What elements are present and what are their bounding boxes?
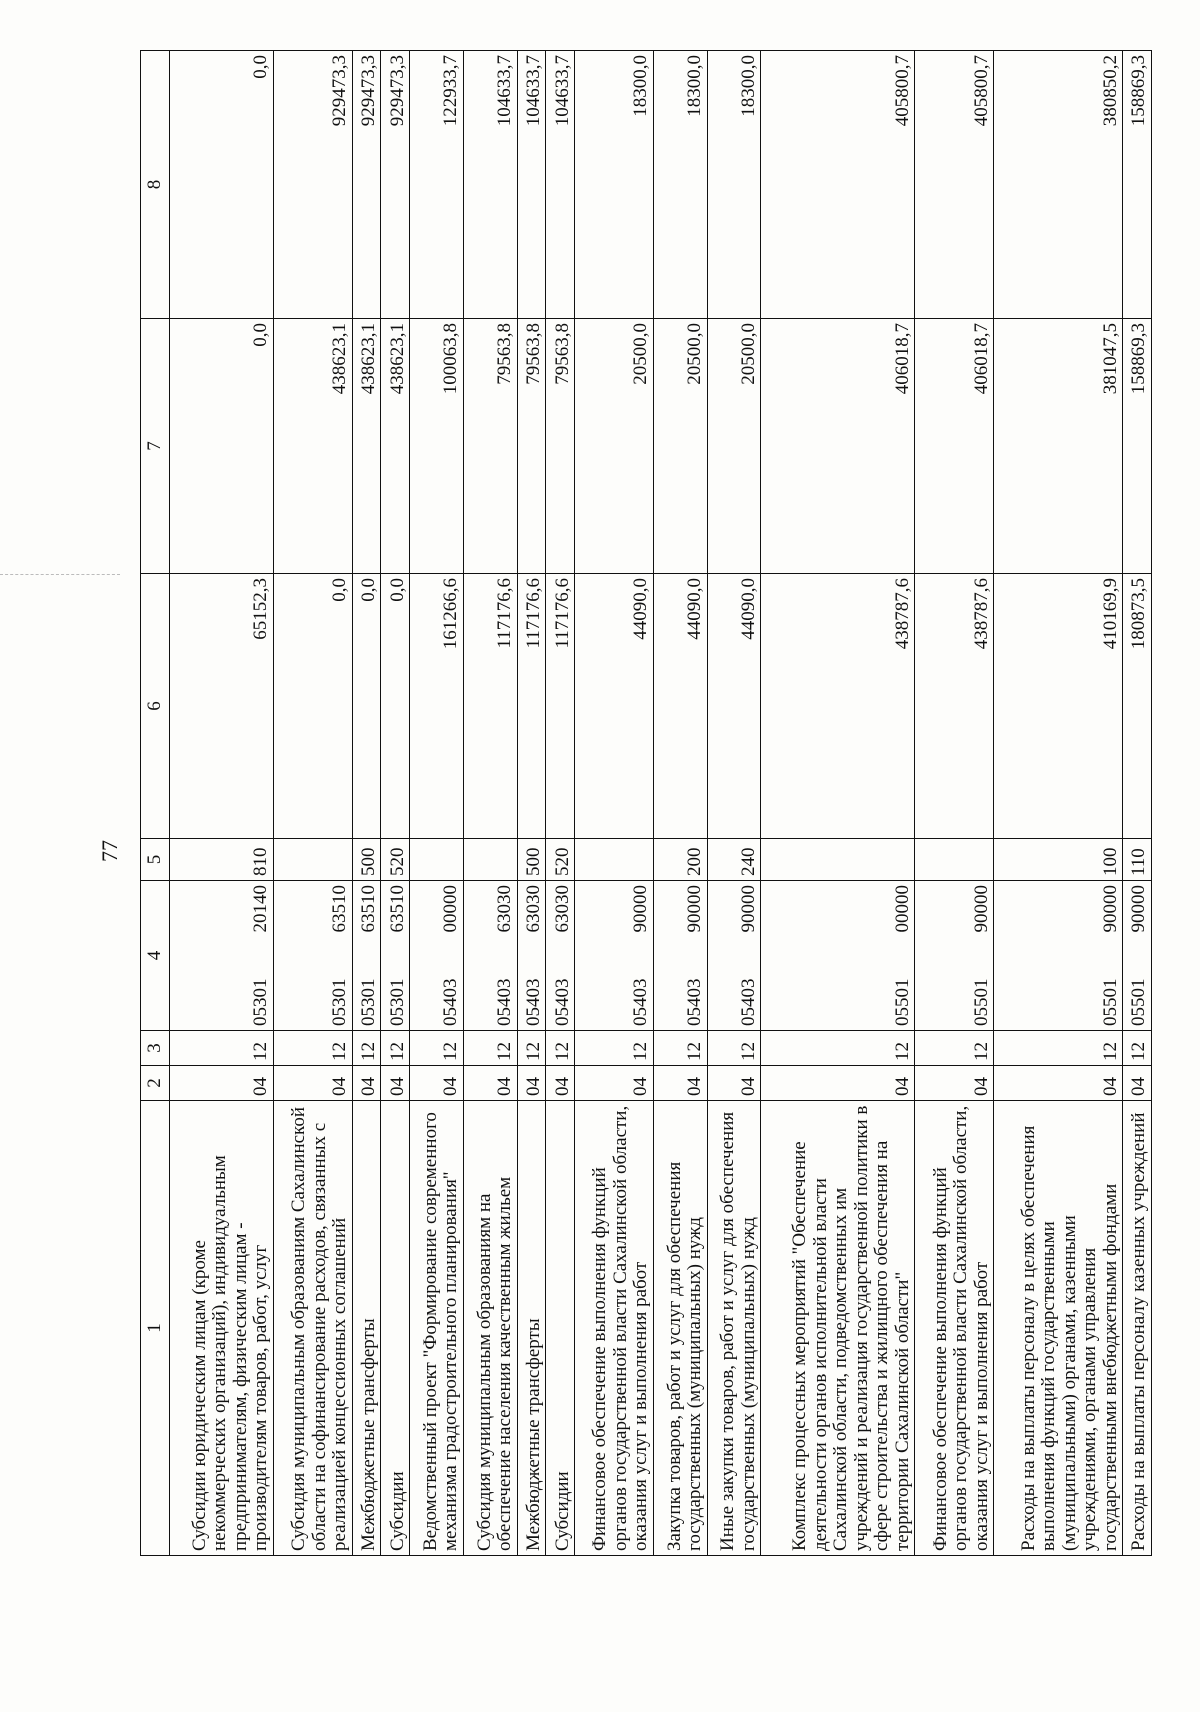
target-article-cell — [352, 881, 381, 1031]
subsection-code-cell: 12 — [707, 1031, 761, 1066]
program-code: 05403 — [630, 978, 652, 1026]
table-row — [707, 51, 761, 1556]
expense-type-cell — [915, 839, 994, 881]
table-row — [1123, 51, 1152, 1556]
amount-col-8-cell: 380850,2 — [994, 51, 1123, 319]
section-code-cell: 04 — [1123, 1066, 1152, 1101]
table-row — [410, 51, 464, 1556]
amount-col-7-cell: 79563,8 — [463, 319, 517, 574]
target-article-cell — [463, 881, 517, 1031]
subsection-code-cell: 12 — [273, 1031, 352, 1066]
amount-col-7-cell: 20500,0 — [707, 319, 761, 574]
program-code: 05301 — [357, 978, 379, 1026]
table-row — [352, 51, 381, 1556]
target-article-cell — [761, 881, 915, 1031]
expense-type-cell: 520 — [546, 839, 575, 881]
subsection-code-cell: 12 — [352, 1031, 381, 1066]
expense-type-cell: 500 — [517, 839, 546, 881]
expense-type-cell: 810 — [170, 839, 274, 881]
amount-col-8-cell: 929473,3 — [352, 51, 381, 319]
program-code: 05403 — [684, 978, 706, 1026]
program-code: 05501 — [1099, 978, 1121, 1026]
row-name-cell: Субсидии — [381, 1101, 410, 1556]
amount-col-6-cell: 438787,6 — [915, 574, 994, 839]
section-code-cell: 04 — [410, 1066, 464, 1101]
section-code-cell: 04 — [761, 1066, 915, 1101]
direction-code: 00000 — [440, 885, 462, 933]
target-article-code — [1101, 885, 1122, 1026]
amount-col-8-cell: 158869,3 — [1123, 51, 1152, 319]
table-row — [653, 51, 707, 1556]
amount-col-8-cell: 18300,0 — [653, 51, 707, 319]
target-article-cell — [915, 881, 994, 1031]
amount-col-8-cell: 18300,0 — [707, 51, 761, 319]
table-row — [381, 51, 410, 1556]
table-row — [575, 51, 654, 1556]
section-code-cell: 04 — [463, 1066, 517, 1101]
expense-type-cell: 500 — [352, 839, 381, 881]
table-row — [463, 51, 517, 1556]
program-code: 05301 — [250, 978, 272, 1026]
section-code-cell: 04 — [352, 1066, 381, 1101]
program-code: 05403 — [494, 978, 516, 1026]
header-row — [141, 51, 170, 1556]
section-code-cell: 04 — [381, 1066, 410, 1101]
subsection-code-cell: 12 — [1123, 1031, 1152, 1066]
amount-col-8-cell: 929473,3 — [381, 51, 410, 319]
table-row — [273, 51, 352, 1556]
header-col-1: 1 — [141, 1101, 170, 1556]
rotated-page — [140, 51, 1152, 1556]
subsection-code-cell: 12 — [517, 1031, 546, 1066]
program-code: 05501 — [891, 978, 913, 1026]
section-code-cell: 04 — [273, 1066, 352, 1101]
row-name-cell: Ведомственный проект "Формирование современного механизма градостроительного планирования" — [410, 1101, 464, 1556]
subsection-code-cell: 12 — [170, 1031, 274, 1066]
section-code-cell: 04 — [517, 1066, 546, 1101]
amount-col-7-cell: 438623,1 — [381, 319, 410, 574]
target-article-cell — [410, 881, 464, 1031]
row-name-cell: Межбюджетные трансферты — [352, 1101, 381, 1556]
row-name-cell: Комплекс процессных мероприятий "Обеспечение деятельности органов исполнительной власти Сахалинской области, подведомственных им учреждений и реализация государственной политики в сфере строительства и жилищного обеспечения на территории Сахалинской области" — [761, 1101, 915, 1556]
row-name-cell: Иные закупки товаров, работ и услуг для обеспечения государственных (муниципальных) нужд — [707, 1101, 761, 1556]
amount-col-6-cell: 180873,5 — [1123, 574, 1152, 839]
amount-col-7-cell: 438623,1 — [352, 319, 381, 574]
amount-col-6-cell: 438787,6 — [761, 574, 915, 839]
direction-code: 63510 — [329, 885, 351, 933]
program-code: 05403 — [737, 978, 759, 1026]
target-article-cell — [170, 881, 274, 1031]
amount-col-7-cell: 438623,1 — [273, 319, 352, 574]
subsection-code-cell: 12 — [546, 1031, 575, 1066]
amount-col-7-cell: 100063,8 — [410, 319, 464, 574]
header-col-5: 5 — [141, 839, 170, 881]
row-name-cell: Субсидии юридическим лицам (кроме некоммерческих организаций), индивидуальным предпринимателям, физическим лицам - производителям товаров, работ, услуг — [170, 1101, 274, 1556]
section-code-cell: 04 — [170, 1066, 274, 1101]
subsection-code-cell: 12 — [915, 1031, 994, 1066]
direction-code: 00000 — [891, 885, 913, 933]
amount-col-8-cell: 104633,7 — [546, 51, 575, 319]
subsection-code-cell: 12 — [994, 1031, 1123, 1066]
program-code: 05403 — [551, 978, 573, 1026]
direction-code: 90000 — [737, 885, 759, 933]
subsection-code-cell: 12 — [653, 1031, 707, 1066]
target-article-code — [388, 885, 409, 1026]
row-name-cell: Закупка товаров, работ и услуг для обеспечения государственных (муниципальных) нужд — [653, 1101, 707, 1556]
section-code-cell: 04 — [575, 1066, 654, 1101]
section-code-cell: 04 — [915, 1066, 994, 1101]
direction-code: 90000 — [684, 885, 706, 933]
subsection-code-cell: 12 — [463, 1031, 517, 1066]
amount-col-6-cell: 0,0 — [352, 574, 381, 839]
target-article-code — [495, 885, 516, 1026]
target-article-code — [524, 885, 545, 1026]
amount-col-7-cell: 158869,3 — [1123, 319, 1152, 574]
program-code: 05403 — [440, 978, 462, 1026]
budget-table-container — [140, 51, 1152, 1556]
amount-col-8-cell: 104633,7 — [463, 51, 517, 319]
amount-col-7-cell: 406018,7 — [761, 319, 915, 574]
amount-col-6-cell: 117176,6 — [517, 574, 546, 839]
table-body — [170, 51, 1152, 1556]
expense-type-cell — [273, 839, 352, 881]
table-row — [994, 51, 1123, 1556]
expense-type-cell — [761, 839, 915, 881]
target-article-cell — [381, 881, 410, 1031]
direction-code: 63030 — [522, 885, 544, 933]
amount-col-7-cell: 79563,8 — [517, 319, 546, 574]
header-col-4: 4 — [141, 881, 170, 1031]
amount-col-7-cell: 79563,8 — [546, 319, 575, 574]
direction-code: 63510 — [357, 885, 379, 933]
row-name-cell: Субсидия муниципальным образованиям Сахалинской области на софинансирование расходов, связанных с реализацией концессионных соглашений — [273, 1101, 352, 1556]
row-name-cell: Субсидия муниципальным образованиям на обеспечение населения качественным жильем — [463, 1101, 517, 1556]
budget-table — [140, 50, 1152, 1556]
amount-col-8-cell: 122933,7 — [410, 51, 464, 319]
target-article-cell — [546, 881, 575, 1031]
target-article-cell — [1123, 881, 1152, 1031]
expense-type-cell: 240 — [707, 839, 761, 881]
table-row — [170, 51, 274, 1556]
amount-col-6-cell: 44090,0 — [707, 574, 761, 839]
direction-code: 90000 — [1099, 885, 1121, 933]
direction-code: 63030 — [494, 885, 516, 933]
target-article-code — [330, 885, 351, 1026]
target-article-code — [685, 885, 706, 1026]
row-name-cell: Финансовое обеспечение выполнения функций органов государственной власти Сахалинской области, оказания услуг и выполнения работ — [915, 1101, 994, 1556]
target-article-cell — [273, 881, 352, 1031]
amount-col-8-cell: 929473,3 — [273, 51, 352, 319]
amount-col-7-cell: 20500,0 — [575, 319, 654, 574]
direction-code: 63510 — [386, 885, 408, 933]
amount-col-7-cell: 381047,5 — [994, 319, 1123, 574]
target-article-cell — [994, 881, 1123, 1031]
amount-col-7-cell: 20500,0 — [653, 319, 707, 574]
program-code: 05301 — [386, 978, 408, 1026]
program-code: 05501 — [970, 978, 992, 1026]
subsection-code-cell: 12 — [381, 1031, 410, 1066]
expense-type-cell: 520 — [381, 839, 410, 881]
expense-type-cell: 200 — [653, 839, 707, 881]
target-article-cell — [517, 881, 546, 1031]
target-article-code — [553, 885, 574, 1026]
row-name-cell: Межбюджетные трансферты — [517, 1101, 546, 1556]
target-article-code — [359, 885, 380, 1026]
table-row — [915, 51, 994, 1556]
direction-code: 20140 — [250, 885, 272, 933]
amount-col-6-cell: 0,0 — [381, 574, 410, 839]
amount-col-6-cell: 44090,0 — [575, 574, 654, 839]
amount-col-6-cell: 65152,3 — [170, 574, 274, 839]
table-row — [761, 51, 915, 1556]
subsection-code-cell: 12 — [575, 1031, 654, 1066]
table-row — [517, 51, 546, 1556]
amount-col-8-cell: 104633,7 — [517, 51, 546, 319]
amount-col-7-cell: 406018,7 — [915, 319, 994, 574]
target-article-cell — [653, 881, 707, 1031]
header-col-8: 8 — [141, 51, 170, 319]
direction-code: 63030 — [551, 885, 573, 933]
expense-type-cell — [575, 839, 654, 881]
amount-col-6-cell: 44090,0 — [653, 574, 707, 839]
direction-code: 90000 — [1128, 885, 1150, 933]
target-article-code — [972, 885, 993, 1026]
direction-code: 90000 — [970, 885, 992, 933]
row-name-cell: Субсидии — [546, 1101, 575, 1556]
amount-col-6-cell: 0,0 — [273, 574, 352, 839]
target-article-code — [441, 885, 462, 1026]
section-code-cell: 04 — [653, 1066, 707, 1101]
section-code-cell: 04 — [546, 1066, 575, 1101]
row-name-cell: Расходы на выплаты персоналу в целях обеспечения выполнения функций государственными (муниципальными) органами, казенными учреждениями, органами управления государственными внебюджетными фондами — [994, 1101, 1123, 1556]
amount-col-8-cell: 18300,0 — [575, 51, 654, 319]
amount-col-6-cell: 117176,6 — [463, 574, 517, 839]
expense-type-cell — [410, 839, 464, 881]
target-article-code — [251, 885, 272, 1026]
target-article-code — [631, 885, 652, 1026]
expense-type-cell: 110 — [1123, 839, 1152, 881]
amount-col-8-cell: 0,0 — [170, 51, 274, 319]
amount-col-8-cell: 405800,7 — [915, 51, 994, 319]
header-col-2: 2 — [141, 1066, 170, 1101]
program-code: 05501 — [1128, 978, 1150, 1026]
target-article-cell — [575, 881, 654, 1031]
target-article-code — [739, 885, 760, 1026]
header-col-3: 3 — [141, 1031, 170, 1066]
amount-col-6-cell: 410169,9 — [994, 574, 1123, 839]
target-article-cell — [707, 881, 761, 1031]
section-code-cell: 04 — [707, 1066, 761, 1101]
target-article-code — [1129, 885, 1150, 1026]
subsection-code-cell: 12 — [761, 1031, 915, 1066]
row-name-cell: Финансовое обеспечение выполнения функций органов государственной власти Сахалинской области, оказания услуг и выполнения работ — [575, 1101, 654, 1556]
direction-code: 90000 — [630, 885, 652, 933]
header-col-7: 7 — [141, 319, 170, 574]
program-code: 05403 — [522, 978, 544, 1026]
subsection-code-cell: 12 — [410, 1031, 464, 1066]
table-row — [546, 51, 575, 1556]
amount-col-8-cell: 405800,7 — [761, 51, 915, 319]
amount-col-6-cell: 161266,6 — [410, 574, 464, 839]
scan-dash-line — [0, 574, 120, 575]
section-code-cell: 04 — [994, 1066, 1123, 1101]
amount-col-6-cell: 117176,6 — [546, 574, 575, 839]
expense-type-cell — [463, 839, 517, 881]
header-col-6: 6 — [141, 574, 170, 839]
page-number: 77 — [97, 840, 122, 862]
program-code: 05301 — [329, 978, 351, 1026]
amount-col-7-cell: 0,0 — [170, 319, 274, 574]
row-name-cell: Расходы на выплаты персоналу казенных учреждений — [1123, 1101, 1152, 1556]
expense-type-cell: 100 — [994, 839, 1123, 881]
target-article-code — [893, 885, 914, 1026]
